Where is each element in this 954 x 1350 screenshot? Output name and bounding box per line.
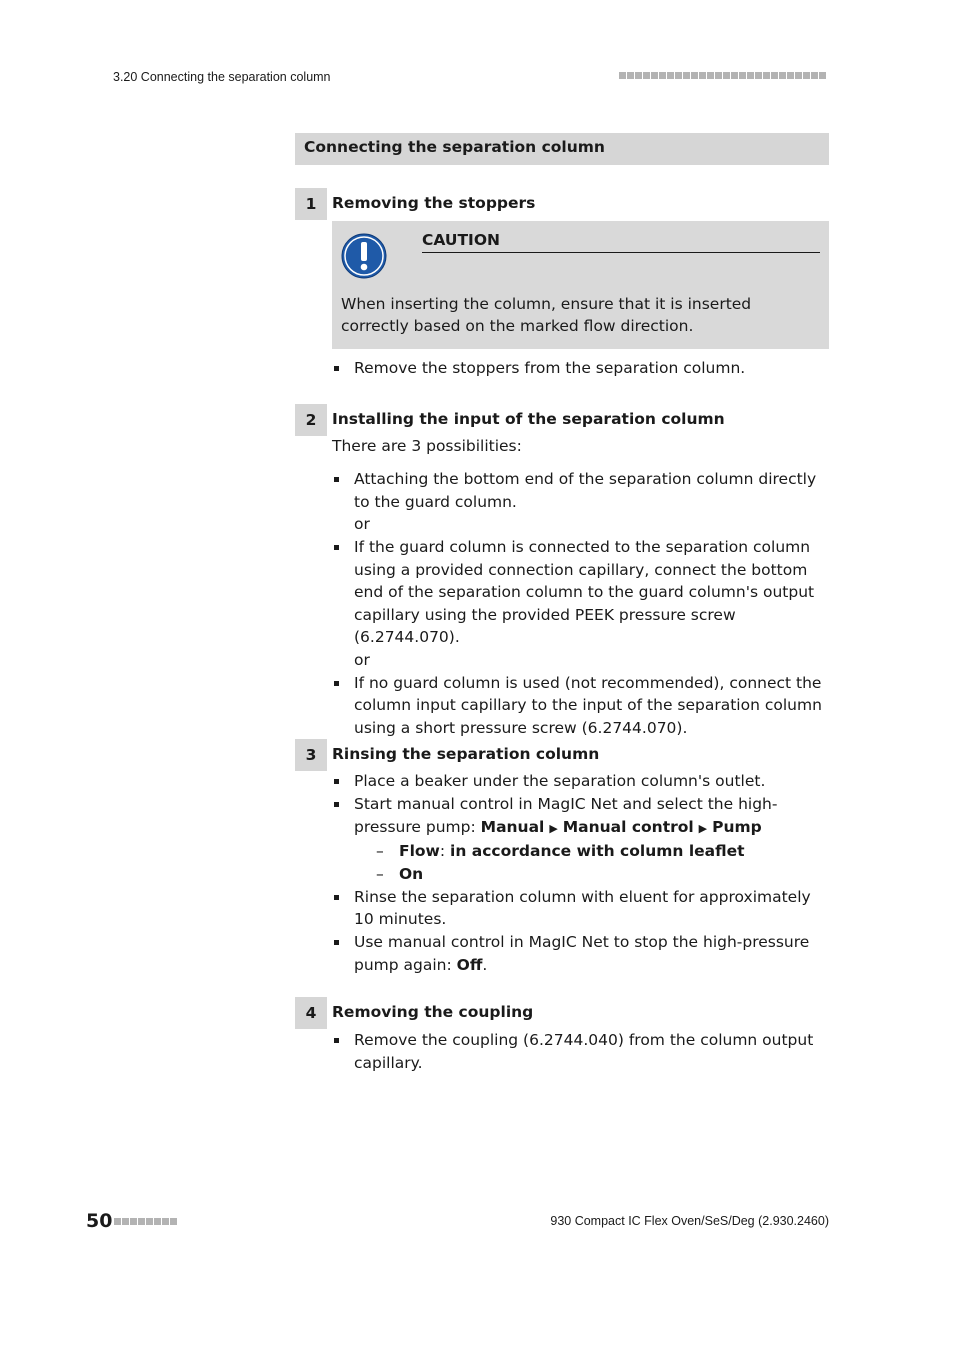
step-2-intro: There are 3 possibilities: <box>332 437 522 455</box>
list-item-text: If no guard column is used (not recommended), connect the column input capillary to the input of the separation column using a short pressure screw (6.2744.070). <box>354 673 822 737</box>
list-item: Rinse the separation column with eluent for approximately 10 minutes. <box>332 886 829 931</box>
section-title: Connecting the separation column <box>295 133 829 165</box>
flow-value: in accordance with column leaflet <box>450 842 745 860</box>
caution-box <box>332 221 829 349</box>
list-item-text: Attaching the bottom end of the separation column directly to the guard column. <box>354 470 817 511</box>
menu-path-manual-control: Manual control <box>562 817 694 836</box>
dash-item-on <box>354 863 829 886</box>
off-label: Off <box>456 955 483 974</box>
pump-settings-list <box>354 840 829 885</box>
step-2-title: Installing the input of the separation column <box>332 410 725 428</box>
or-label: or <box>354 650 370 669</box>
step-1-number: 1 <box>295 188 327 220</box>
list-item-text: Start manual control in MagIC Net and select the high-pressure pump: <box>354 795 778 836</box>
menu-path-pump: Pump <box>712 817 762 836</box>
list-item <box>332 672 829 740</box>
step-2-number: 2 <box>295 404 327 436</box>
step-1-list <box>332 357 829 380</box>
menu-path-manual: Manual <box>480 817 545 836</box>
step-2-list <box>332 468 829 740</box>
warning-exclamation-icon <box>341 233 387 283</box>
on-label: On <box>399 864 424 883</box>
step-3-title: Rinsing the separation column <box>332 745 600 763</box>
period: . <box>482 955 488 974</box>
caution-text: When inserting the column, ensure that it is inserted correctly based on the marked flow direction. <box>341 295 752 335</box>
or-label: or <box>354 515 370 533</box>
list-item <box>332 468 829 536</box>
caution-label: CAUTION <box>422 229 820 253</box>
header-decoration-dots <box>619 72 827 91</box>
flow-separator: : <box>439 842 451 860</box>
list-item: Place a beaker under the separation column's outlet. <box>332 770 829 793</box>
step-4-title: Removing the coupling <box>332 1003 534 1021</box>
step-4-number: 4 <box>295 997 327 1029</box>
menu-arrow-icon: ▶ <box>549 821 558 835</box>
dash-item-flow <box>354 840 829 863</box>
step-1-title: Removing the stoppers <box>332 194 536 212</box>
step-3-number: 3 <box>295 739 327 771</box>
list-item-text: If the guard column is connected to the separation column using a provided connection capillary, connect the bottom end of the separation column to the guard column's output capillary using the provided PEEK pressure screw (6.2744.070). <box>354 538 815 646</box>
flow-label: Flow <box>399 842 440 860</box>
menu-arrow-icon: ▶ <box>698 821 708 835</box>
step-3-list <box>332 770 829 977</box>
product-name: 930 Compact IC Flex Oven/SeS/Deg (2.930.2460) <box>550 1214 829 1228</box>
list-item <box>332 536 829 671</box>
list-item: Remove the stoppers from the separation column. <box>332 357 829 380</box>
list-item <box>332 931 829 976</box>
running-header: 3.20 Connecting the separation column <box>113 70 331 84</box>
page-number: 50 <box>86 1210 113 1232</box>
list-item <box>332 793 829 885</box>
list-item-text: Use manual control in MagIC Net to stop the high-pressure pump again: <box>354 933 810 974</box>
footer-decoration-dots <box>114 1218 178 1237</box>
step-4-list <box>332 1029 829 1075</box>
list-item: Remove the coupling (6.2744.040) from the column output capillary. <box>332 1029 829 1074</box>
